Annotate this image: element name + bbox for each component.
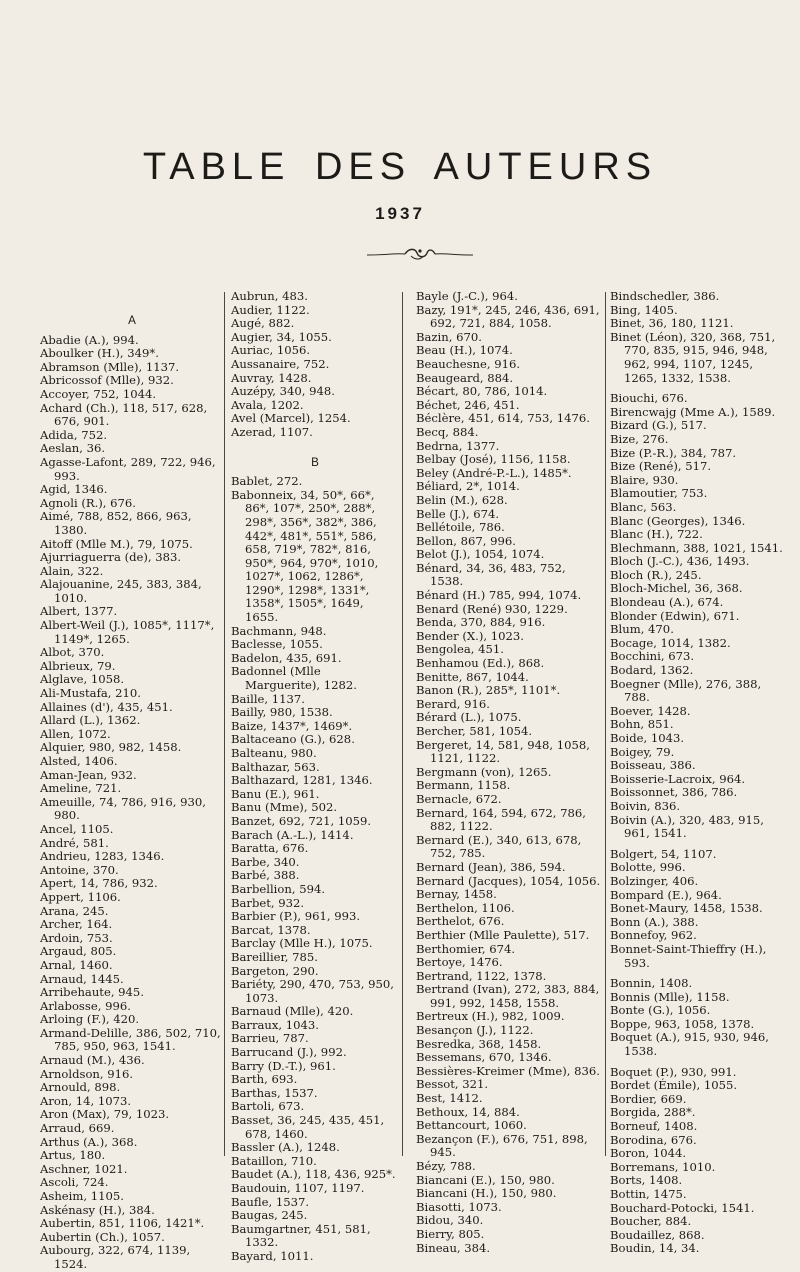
author-entry: Boucher, 884. (610, 1214, 692, 1229)
author-entry: Bender (X.), 1023. (416, 628, 524, 643)
author-entry: Aubrun, 483. (231, 289, 308, 303)
author-entry: Balthazar, 563. (231, 759, 320, 774)
section-letter: B (311, 455, 319, 469)
author-entry: Bernard, 164, 594, 672, 786, 882, 1122. (416, 805, 586, 834)
author-entry: Babonneix, 34, 50*, 66*, 86*, 107*, 250*, 288*, 298*, 356*, 382*, 386, 442*, 481*, 551*, 586, 658, 719*, 782*, 816, 950*, 964, 970*, 1010, 1027*, 1062, 1286*, 1290*, 1298*, 1331*, 1358*, 1505*, 1649, 1655. (231, 487, 379, 625)
author-entry: Bonn (A.), 388. (610, 914, 699, 929)
author-entry: Biasotti, 1073. (416, 1199, 502, 1214)
author-entry: Blanc (Georges), 1346. (610, 513, 746, 528)
author-entry: Boivin, 836. (610, 798, 681, 813)
author-entry: Arana, 245. (40, 903, 109, 918)
author-entry: Barnaud (Mlle), 420. (231, 1004, 354, 1019)
author-entry: Barcat, 1378. (231, 922, 311, 937)
author-entry: Basset, 36, 245, 435, 451, 678, 1460. (231, 1113, 385, 1141)
author-entry: Bizard (G.), 517. (610, 418, 707, 433)
author-entry: Ascoli, 724. (40, 1175, 109, 1190)
author-entry: Bize, 276. (610, 431, 669, 446)
author-entry: Borremans, 1010. (610, 1159, 716, 1174)
author-entry: Boudaillez, 868. (610, 1227, 705, 1242)
author-entry: Barclay (Mlle H.), 1075. (231, 936, 373, 951)
author-entry: Arthus (A.), 368. (40, 1134, 138, 1149)
author-entry: Bing, 1405. (610, 302, 678, 317)
author-entry: Aman-Jean, 932. (40, 767, 137, 782)
author-entry: Bonnin, 1408. (610, 976, 693, 991)
author-entry: Alajouanine, 245, 383, 384, 1010. (40, 577, 202, 605)
author-entry: Besredka, 368, 1458. (416, 1036, 542, 1051)
author-entry: Accoyer, 752, 1044. (40, 386, 157, 401)
author-entry: Bertoye, 1476. (416, 955, 503, 970)
author-entry: Aron (Max), 79, 1023. (40, 1107, 170, 1122)
author-entry: André, 581. (40, 835, 109, 850)
author-entry: Bessot, 321. (416, 1077, 489, 1092)
author-entry: Bompard (E.), 964. (610, 887, 722, 902)
author-entry: Best, 1412. (416, 1091, 483, 1106)
author-entry: Blamoutier, 753. (610, 486, 708, 501)
author-entry: Abramson (Mlle), 1137. (40, 359, 180, 374)
author-entry: Achard (Ch.), 118, 517, 628, 676, 901. (40, 400, 208, 429)
author-entry: Bodard, 1362. (610, 663, 694, 678)
author-entry: Augé, 882. (231, 316, 295, 331)
author-entry: Boquet (A.), 915, 930, 946, 1538. (610, 1030, 769, 1059)
author-entry: Barrucand (J.), 992. (231, 1045, 347, 1060)
author-entry: Béliard, 2*, 1014. (416, 479, 520, 494)
author-entry: Baufle, 1537. (231, 1194, 310, 1209)
author-entry: Béclère, 451, 614, 753, 1476. (416, 411, 590, 426)
author-entry: Bineau, 384. (416, 1240, 491, 1255)
author-entry: Bocage, 1014, 1382. (610, 635, 731, 650)
author-entry: Boudin, 14, 34. (610, 1241, 700, 1256)
author-entry: Baratta, 676. (231, 841, 309, 856)
author-entry: Bartoli, 673. (231, 1099, 305, 1114)
author-entry: Bernard (Jacques), 1054, 1056. (416, 873, 601, 888)
author-entry: Alsted, 1406. (40, 754, 118, 768)
author-entry: Abricossof (Mlle), 932. (40, 373, 174, 388)
author-entry: Berard, 916. (416, 696, 490, 711)
author-entry: Biouchi, 676. (610, 391, 688, 406)
author-entry: Ardoin, 753. (40, 930, 113, 945)
author-column-4 (610, 289, 786, 1256)
author-entry: Azerad, 1107. (231, 424, 313, 439)
author-entry: Bedrna, 1377. (416, 438, 500, 453)
author-entry: Bierry, 805. (416, 1226, 485, 1241)
author-entry: Besançon (J.), 1122. (416, 1023, 534, 1038)
author-entry: Blanc, 563. (610, 499, 677, 514)
author-entry: Bariéty, 290, 470, 753, 950, 1073. (231, 977, 394, 1005)
author-entry: Albert, 1377. (40, 604, 118, 619)
author-entry: Arlabosse, 996. (40, 998, 131, 1013)
author-entry: Boigey, 79. (610, 744, 675, 759)
author-entry: Banu (Mme), 502. (231, 800, 338, 815)
author-entry: Bertreux (H.), 982, 1009. (416, 1009, 565, 1024)
author-entry: Boquet (P.), 930, 991. (610, 1064, 737, 1079)
author-entry: Barrieu, 787. (231, 1031, 309, 1046)
author-entry: Bachmann, 948. (231, 623, 327, 638)
author-entry: Arnoldson, 916. (40, 1066, 134, 1081)
author-entry: Bloch (J.-C.), 436, 1493. (610, 554, 750, 569)
author-entry: Barbet, 932. (231, 895, 305, 910)
author-entry: Belin (M.), 628. (416, 492, 508, 507)
author-entry: Allaines (d'), 435, 451. (40, 699, 173, 714)
author-entry: Bermann, 1158. (416, 778, 511, 793)
author-entry: Boever, 1428. (610, 703, 691, 718)
author-entry: Beley (André-P.-L.), 1485*. (416, 465, 572, 480)
author-entry: Aschner, 1021. (40, 1161, 128, 1176)
column-divider (605, 292, 606, 1156)
author-entry: Boegner (Mlle), 276, 388, 788. (610, 676, 762, 705)
author-entry: Agid, 1346. (40, 482, 108, 497)
author-entry: Boissonnet, 386, 786. (610, 785, 738, 800)
author-entry: Abadie (A.), 994. (40, 332, 139, 347)
author-entry: Bassler (A.), 1248. (231, 1140, 340, 1155)
author-entry: Ancel, 1105. (40, 821, 114, 836)
author-entry: Barry (D.-T.), 961. (231, 1058, 336, 1073)
author-entry: Becq, 884. (416, 424, 479, 439)
author-entry: Beau (H.), 1074. (416, 343, 513, 358)
author-entry: Berthier (Mlle Paulette), 517. (416, 927, 590, 942)
author-entry: Bellon, 867, 996. (416, 533, 516, 548)
author-entry: Banu (E.), 961. (231, 786, 320, 801)
author-entry: Bellétoile, 786. (416, 520, 505, 535)
author-entry: Boisserie-Lacroix, 964. (610, 771, 746, 786)
author-entry: Beaugeard, 884. (416, 370, 514, 385)
author-entry: Alglave, 1058. (40, 672, 125, 687)
author-entry: Agasse-Lafont, 289, 722, 946, 993. (40, 454, 216, 483)
author-entry: Benda, 370, 884, 916. (416, 615, 546, 630)
author-entry: Alquier, 980, 982, 1458. (40, 740, 182, 755)
author-entry: Boron, 1044. (610, 1146, 687, 1161)
author-entry: Bazin, 670. (416, 329, 482, 344)
author-entry: Bonnet-Saint-Thieffry (H.), 593. (610, 941, 767, 970)
author-entry: Archer, 164. (40, 917, 113, 932)
author-entry: Auriac, 1056. (231, 343, 311, 358)
author-entry: Berthomier, 674. (416, 941, 516, 956)
author-entry: Bonnis (Mlle), 1158. (610, 989, 730, 1004)
author-entry: Boivin (A.), 320, 483, 915, 961, 1541. (610, 812, 764, 841)
author-entry: Antoine, 370. (40, 862, 119, 877)
author-entry: Balteanu, 980. (231, 746, 317, 760)
author-entry: Aubertin, 851, 1106, 1421*. (40, 1216, 205, 1231)
author-entry: Baugas, 245. (231, 1208, 308, 1223)
author-entry: Baclesse, 1055. (231, 637, 323, 652)
author-entry: Bindschedler, 386. (610, 289, 720, 303)
page-title: TABLE DES AUTEURS (142, 146, 658, 188)
author-entry: Aron, 14, 1073. (40, 1093, 132, 1108)
author-entry: Bataillon, 710. (231, 1153, 317, 1168)
author-entry: Artus, 180. (40, 1148, 106, 1163)
author-entry: Baudouin, 1107, 1197. (231, 1181, 365, 1195)
author-entry: Barth, 693. (231, 1072, 298, 1087)
author-entry: Benhamou (Ed.), 868. (416, 656, 545, 671)
author-entry: Bezançon (F.), 676, 751, 898, 945. (416, 1131, 588, 1160)
author-entry: Bloch-Michel, 36, 368. (610, 581, 743, 596)
author-entry: Bénard (H.) 785, 994, 1074. (416, 588, 582, 603)
author-entry: Balthazard, 1281, 1346. (231, 773, 373, 788)
author-entry: Bargeton, 290. (231, 963, 319, 978)
author-entry: Bize (P.-R.), 384, 787. (610, 445, 737, 460)
author-entry: Barthas, 1537. (231, 1085, 318, 1100)
author-entry: Benard (René) 930, 1229. (416, 601, 568, 616)
author-entry: Bethoux, 14, 884. (416, 1104, 520, 1119)
author-entry: Biancani (E.), 150, 980. (416, 1172, 555, 1187)
author-entry: Adida, 752. (40, 427, 108, 442)
author-entry: Binet, 36, 180, 1121. (610, 316, 734, 331)
author-entry: Barraux, 1043. (231, 1017, 319, 1032)
author-entry: Aubourg, 322, 674, 1139, 1524. (40, 1243, 191, 1271)
author-entry: Ameuille, 74, 786, 916, 930, 980. (40, 794, 206, 823)
author-entry: Badonnel (Mlle Marguerite), 1282. (231, 664, 357, 693)
author-entry: Albot, 370. (40, 645, 105, 660)
author-entry: Baltaceano (G.), 628. (231, 732, 355, 747)
author-entry: Auvray, 1428. (231, 370, 312, 385)
author-entry: Blanc (H.), 722. (610, 527, 703, 542)
author-entry: Banon (R.), 285*, 1101*. (416, 683, 561, 698)
author-entry: Arnaud, 1445. (40, 971, 124, 986)
column-divider (402, 292, 403, 1156)
author-entry: Aboulker (H.), 349*. (40, 346, 159, 361)
author-entry: Boide, 1043. (610, 731, 685, 745)
author-entry: Appert, 1106. (40, 889, 121, 904)
author-entry: Bonnefoy, 962. (610, 928, 697, 943)
author-entry: Aitoff (Mlle M.), 79, 1075. (40, 536, 193, 551)
page-year: 1937 (375, 204, 425, 223)
author-entry: Benitte, 867, 1044. (416, 669, 529, 684)
author-entry: Bohn, 851. (610, 717, 674, 732)
author-entry: Bailly, 980, 1538. (231, 705, 333, 720)
author-entry: Berthelon, 1106. (416, 900, 515, 915)
author-entry: Bolotte, 996. (610, 860, 686, 875)
author-entry: Bordier, 669. (610, 1091, 687, 1106)
author-entry: Bertrand (Ivan), 272, 383, 884, 991, 992, 1458, 1558. (416, 982, 600, 1010)
author-entry: Asheim, 1105. (40, 1189, 124, 1203)
author-entry: Bonte (G.), 1056. (610, 1003, 711, 1018)
author-entry: Barbellion, 594. (231, 881, 326, 896)
author-entry: Bidou, 340. (416, 1213, 484, 1228)
author-entry: Aussanaire, 752. (231, 356, 330, 371)
author-entry: Belle (J.), 674. (416, 506, 500, 521)
author-entry: Bablet, 272. (231, 474, 303, 489)
author-entry: Apert, 14, 786, 932. (40, 876, 158, 891)
author-entry: Arraud, 669. (40, 1121, 115, 1136)
author-entry: Argaud, 805. (40, 944, 117, 959)
author-entry: Badelon, 435, 691. (231, 650, 342, 665)
author-entry: Agnoli (R.), 676. (40, 495, 136, 510)
author-entry: Andrieu, 1283, 1346. (40, 849, 165, 864)
author-entry: Bercher, 581, 1054. (416, 724, 533, 738)
author-entry: Bayle (J.-C.), 964. (416, 289, 518, 303)
author-entry: Ali-Mustafa, 210. (40, 686, 141, 701)
author-entry: Baize, 1437*, 1469*. (231, 718, 353, 733)
author-entry: Bécart, 80, 786, 1014. (416, 384, 548, 399)
author-entry: Aubertin (Ch.), 1057. (40, 1229, 165, 1244)
author-entry: Binet (Léon), 320, 368, 751, 770, 835, 915, 946, 948, 962, 994, 1107, 1245, 1265, 1332, 1538. (610, 329, 776, 385)
author-entry: Auzépy, 340, 948. (231, 384, 335, 399)
author-entry: Alain, 322. (40, 563, 104, 578)
author-entry: Boisseau, 386. (610, 758, 696, 773)
author-entry: Bernacle, 672. (416, 791, 502, 806)
author-entry: Avel (Marcel), 1254. (231, 411, 351, 426)
author-entry: Armand-Delille, 386, 502, 710, 785, 950, 963, 1541. (40, 1025, 221, 1054)
author-entry: Biancani (H.), 150, 980. (416, 1186, 557, 1201)
author-entry: Bézy, 788. (416, 1159, 476, 1173)
author-entry: Belot (J.), 1054, 1074. (416, 547, 545, 562)
author-entry: Beauchesne, 916. (416, 356, 521, 371)
author-entry: Barbe, 340. (231, 854, 300, 869)
author-entry: Bayard, 1011. (231, 1248, 314, 1263)
decorative-flourish-icon (365, 244, 475, 264)
author-entry: Audier, 1122. (231, 302, 310, 317)
author-entry: Aimé, 788, 852, 866, 963, 1380. (40, 509, 192, 537)
author-entry: Bolzinger, 406. (610, 873, 699, 888)
author-entry: Bessemans, 670, 1346. (416, 1050, 552, 1065)
author-entry: Bottin, 1475. (610, 1187, 687, 1201)
author-entry: Augier, 34, 1055. (231, 329, 332, 344)
author-entry: Bengolea, 451. (416, 642, 504, 657)
author-entry: Bouchard-Potocki, 1541. (610, 1200, 755, 1215)
author-entry: Bernard (Jean), 386, 594. (416, 859, 566, 874)
author-entry: Boppe, 963, 1058, 1378. (610, 1016, 755, 1031)
author-entry: Birencwajg (Mme A.), 1589. (610, 404, 776, 419)
author-entry: Borts, 1408. (610, 1173, 683, 1188)
author-entry: Blondeau (A.), 674. (610, 595, 724, 610)
author-entry: Bérard (L.), 1075. (416, 710, 522, 725)
author-entry: Bazy, 191*, 245, 246, 436, 691, 692, 721, 884, 1058. (416, 302, 600, 331)
author-entry: Banzet, 692, 721, 1059. (231, 813, 372, 828)
author-entry: Arloing (F.), 420. (40, 1012, 140, 1027)
author-entry: Albrieux, 79. (40, 658, 116, 673)
author-entry: Baumgartner, 451, 581, 1332. (231, 1221, 371, 1250)
author-entry: Blonder (Edwin), 671. (610, 608, 740, 623)
author-entry: Belbay (José), 1156, 1158. (416, 452, 571, 467)
author-entry: Bettancourt, 1060. (416, 1118, 527, 1133)
author-entry: Askénasy (H.), 384. (40, 1202, 155, 1217)
author-entry: Arnaud (M.), 436. (40, 1053, 145, 1068)
author-entry: Bénard, 34, 36, 483, 752, 1538. (416, 560, 566, 589)
author-entry: Barbé, 388. (231, 868, 300, 883)
column-divider (224, 292, 225, 1156)
author-entry: Bernay, 1458. (416, 887, 497, 902)
author-entry: Borgida, 288*. (610, 1105, 696, 1120)
author-entry: Bize (René), 517. (610, 459, 712, 474)
author-column-3 (416, 289, 602, 1255)
section-letter: A (128, 314, 136, 327)
author-entry: Baudet (A.), 118, 436, 925*. (231, 1167, 396, 1182)
author-entry: Bergeret, 14, 581, 948, 1058, 1121, 1122. (416, 737, 590, 766)
author-entry: Allard (L.), 1362. (40, 713, 141, 728)
author-entry: Avala, 1202. (231, 397, 304, 412)
author-entry: Baille, 1137. (231, 691, 305, 706)
author-column-2 (231, 289, 399, 1263)
author-entry: Arnal, 1460. (40, 957, 113, 972)
author-entry: Blechmann, 388, 1021, 1541. (610, 540, 783, 555)
author-entry: Bessières-Kreimer (Mme), 836. (416, 1063, 600, 1078)
author-column-1 (40, 290, 224, 1271)
author-entry: Arribehaute, 945. (40, 985, 144, 1000)
author-entry: Albert-Weil (J.), 1085*, 1117*, 1149*, 1265. (40, 618, 215, 646)
author-entry: Borneuf, 1408. (610, 1119, 698, 1134)
author-entry: Barbier (P.), 961, 993. (231, 909, 361, 924)
author-entry: Bonet-Maury, 1458, 1538. (610, 901, 763, 916)
author-entry: Bocchini, 673. (610, 649, 695, 664)
author-entry: Blum, 470. (610, 622, 674, 637)
author-entry: Bordet (Émile), 1055. (610, 1078, 738, 1093)
author-entry: Bergmann (von), 1265. (416, 764, 552, 779)
author-entry: Bernard (E.), 340, 613, 678, 752, 785. (416, 832, 582, 861)
author-entry: Bertrand, 1122, 1378. (416, 968, 547, 983)
author-entry: Arnould, 898. (40, 1080, 121, 1095)
author-entry: Blaire, 930. (610, 472, 679, 487)
author-entry: Allen, 1072. (40, 726, 111, 741)
author-entry: Ajurriaguerra (de), 383. (40, 550, 182, 565)
author-entry: Barach (A.-L.), 1414. (231, 827, 354, 842)
author-entry: Bareillier, 785. (231, 949, 318, 964)
author-entry: Aeslan, 36. (40, 441, 106, 456)
author-entry: Borodina, 676. (610, 1132, 697, 1147)
author-entry: Berthelot, 676. (416, 914, 505, 929)
author-entry: Béchet, 246, 451. (416, 397, 520, 412)
author-entry: Bloch (R.), 245. (610, 567, 702, 582)
author-entry: Bolgert, 54, 1107. (610, 846, 717, 861)
author-entry: Ameline, 721. (40, 781, 122, 796)
